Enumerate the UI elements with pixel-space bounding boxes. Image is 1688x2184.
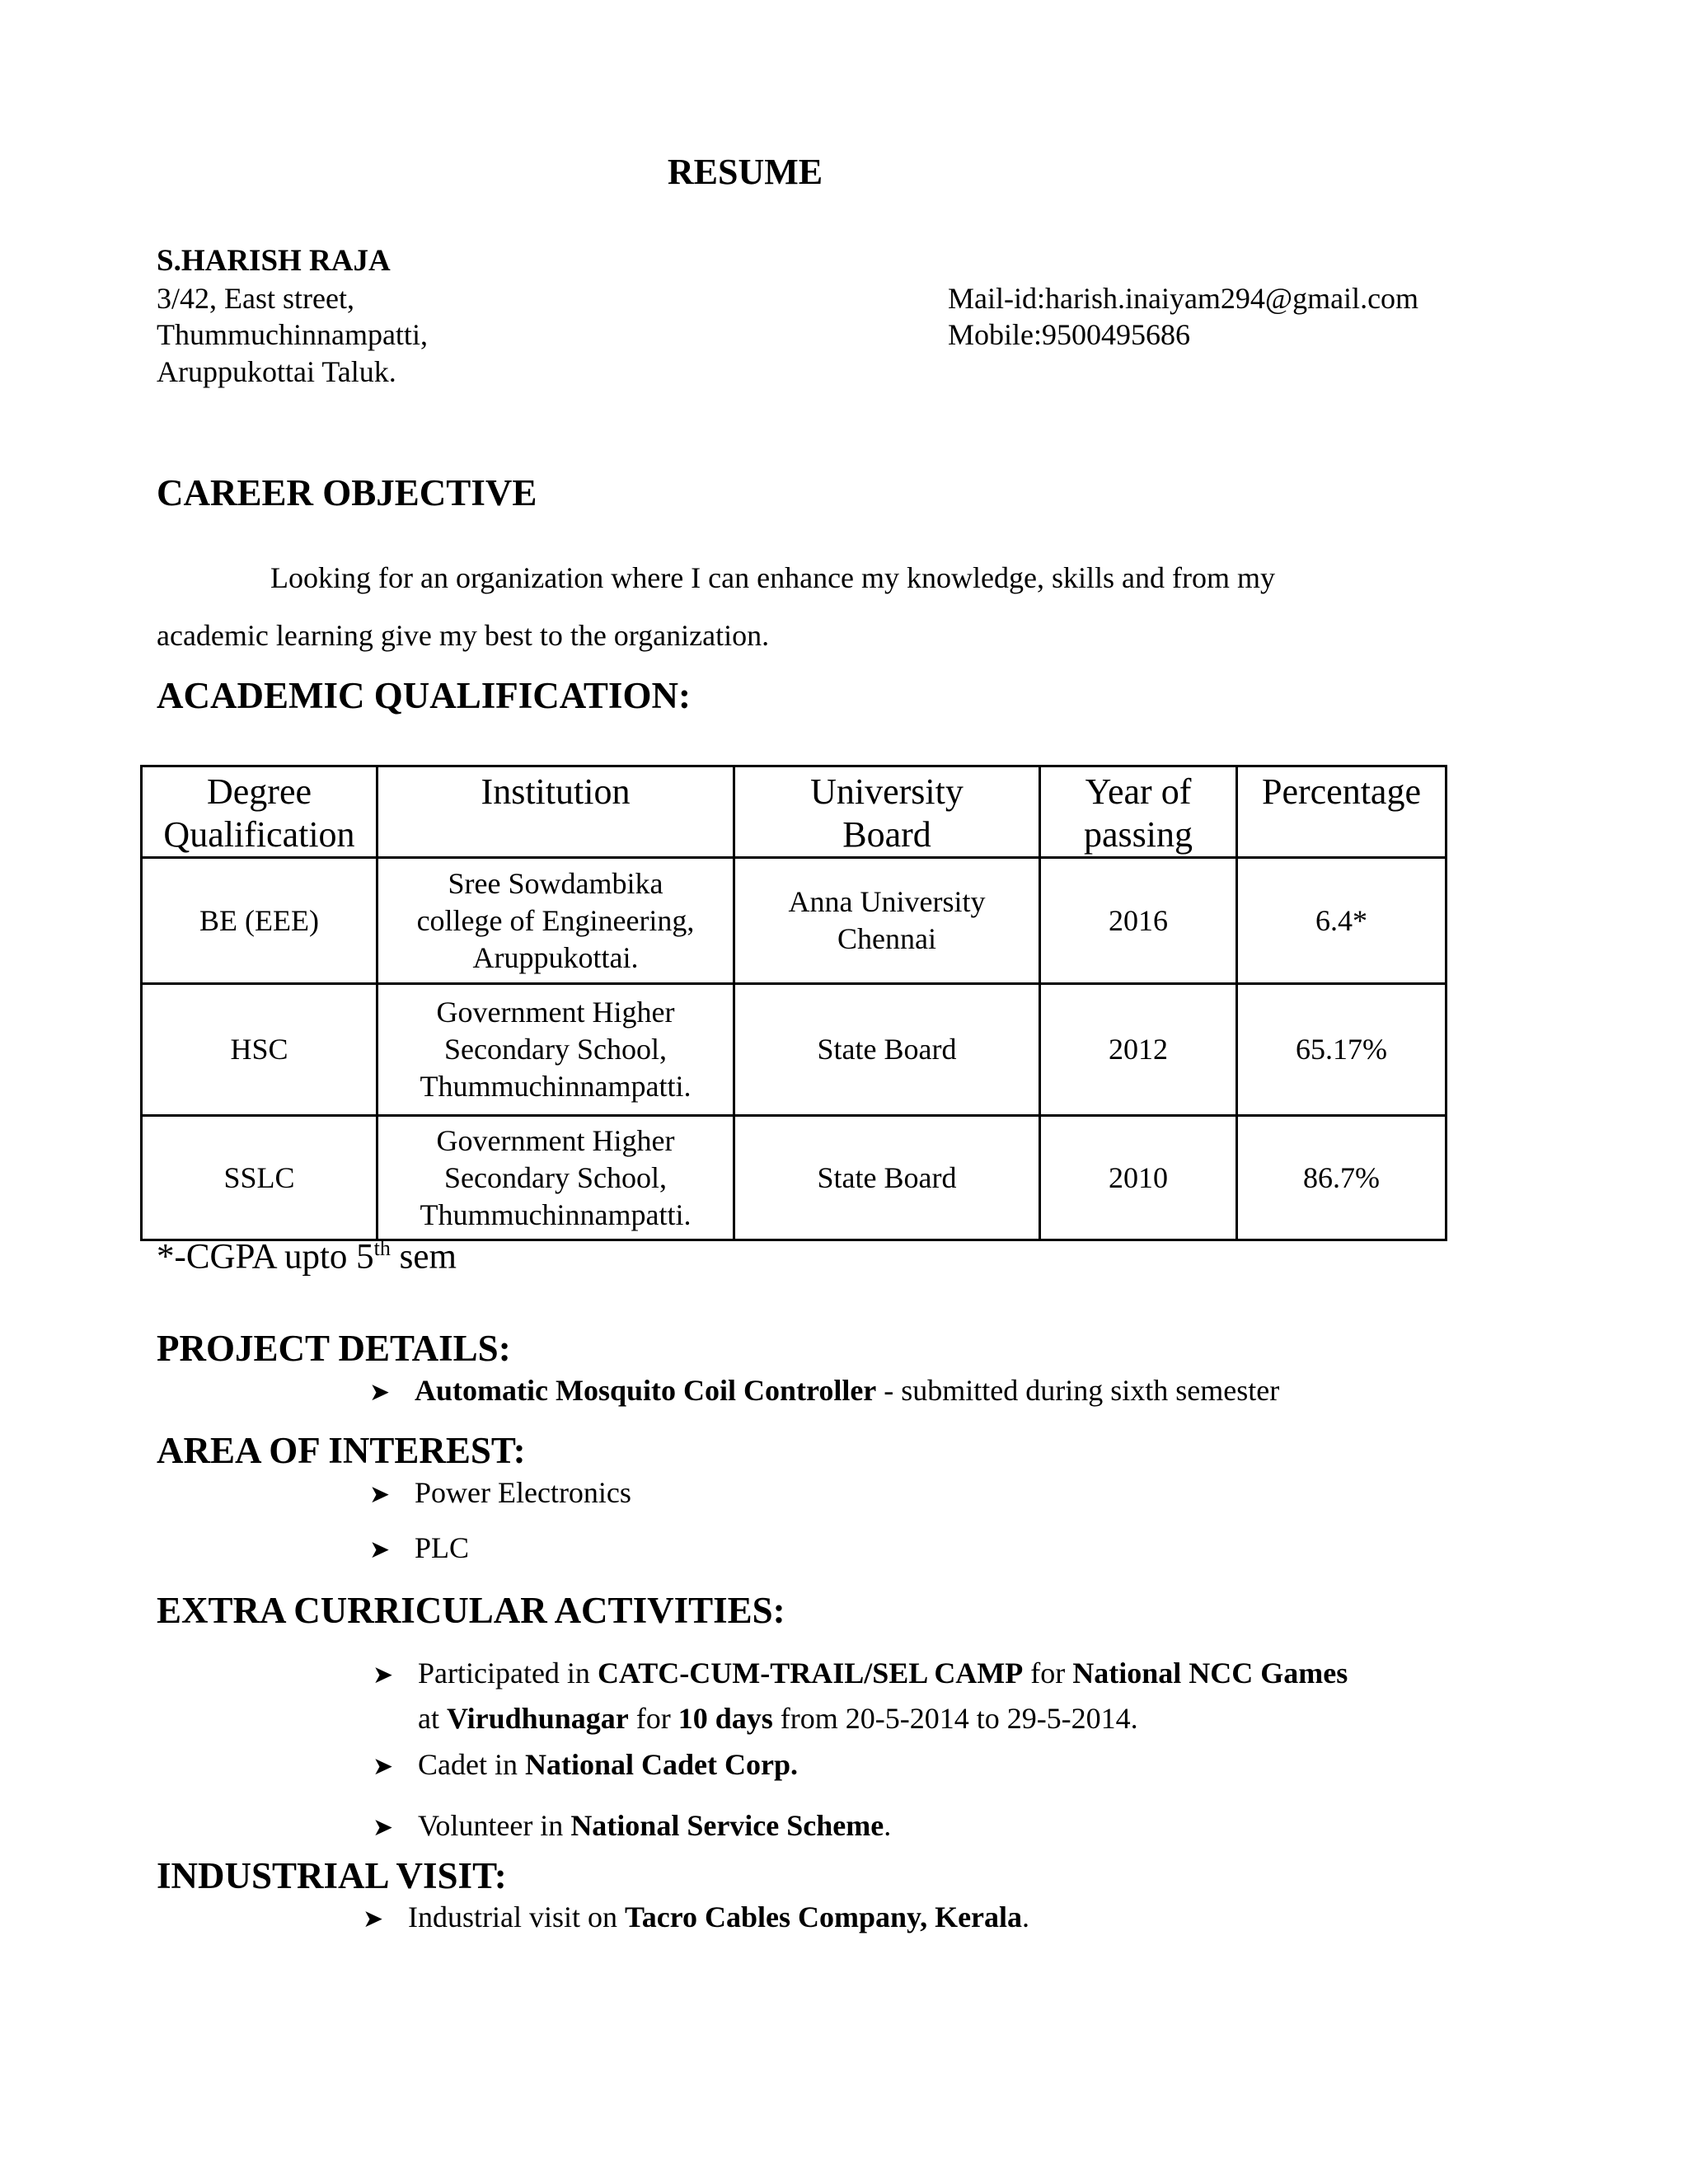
list-item: ➤ Automatic Mosquito Coil Controller - submitted during sixth semester (369, 1374, 1280, 1407)
cell-percentage: 65.17% (1237, 984, 1447, 1116)
table-row (142, 858, 1447, 984)
cell-institution: Government Higher Secondary School, Thummuchinnampatti. (377, 984, 734, 1116)
address-line-1: 3/42, East street, (157, 282, 354, 315)
cell-year: 2012 (1040, 984, 1237, 1116)
list-item: ➤ PLC (369, 1531, 470, 1564)
table-header-row (142, 766, 1447, 858)
cell-board: State Board (734, 1116, 1040, 1240)
cell-board: State Board (734, 984, 1040, 1116)
arrow-bullet-icon: ➤ (373, 1661, 394, 1690)
table-row (142, 984, 1447, 1116)
list-item: ➤ Volunteer in National Service Scheme. (373, 1809, 892, 1842)
list-item: ➤ Power Electronics (369, 1476, 631, 1509)
list-item: ➤ Participated in CATC-CUM-TRAIL/SEL CAMP for National NCC Games (373, 1657, 1348, 1690)
cgpa-footnote: *-CGPA upto 5th sem (157, 1236, 457, 1277)
cell-year: 2010 (1040, 1116, 1237, 1240)
list-item-continuation: at Virudhunagar for 10 days from 20-5-2014 to 29-5-2014. (418, 1702, 1138, 1735)
project-heading: PROJECT DETAILS: (157, 1328, 511, 1369)
column-header-year: Year of passing (1040, 766, 1237, 858)
list-item: ➤ Cadet in National Cadet Corp. (373, 1748, 798, 1781)
interest-heading: AREA OF INTEREST: (157, 1430, 526, 1471)
cell-year: 2016 (1040, 858, 1237, 984)
email-line: Mail-id:harish.inaiyam294@gmail.com (948, 282, 1419, 315)
column-header-institution: Institution (377, 766, 734, 858)
page-title: RESUME (667, 152, 823, 192)
cell-degree: HSC (142, 984, 377, 1116)
career-objective-line-1: Looking for an organization where I can enhance my knowledge, skills and from my (270, 561, 1275, 594)
cell-degree: SSLC (142, 1116, 377, 1240)
list-item: ➤ Industrial visit on Tacro Cables Company, Kerala. (363, 1900, 1030, 1933)
arrow-bullet-icon: ➤ (363, 1905, 384, 1933)
career-objective-line-2: academic learning give my best to the organization. (157, 619, 770, 652)
arrow-bullet-icon: ➤ (369, 1378, 391, 1407)
column-header-percentage: Percentage (1237, 766, 1447, 858)
address-line-2: Thummuchinnampatti, (157, 318, 428, 351)
arrow-bullet-icon: ➤ (373, 1813, 394, 1842)
cell-institution: Government Higher Secondary School, Thummuchinnampatti. (377, 1116, 734, 1240)
column-header-board: University Board (734, 766, 1040, 858)
cell-institution: Sree Sowdambika college of Engineering, Aruppukottai. (377, 858, 734, 984)
cell-percentage: 6.4* (1237, 858, 1447, 984)
cell-board: Anna University Chennai (734, 858, 1040, 984)
extra-curricular-heading: EXTRA CURRICULAR ACTIVITIES: (157, 1590, 785, 1631)
arrow-bullet-icon: ➤ (369, 1535, 391, 1564)
candidate-name: S.HARISH RAJA (157, 244, 391, 278)
academic-heading: ACADEMIC QUALIFICATION: (157, 675, 691, 716)
table-row (142, 1116, 1447, 1240)
arrow-bullet-icon: ➤ (373, 1752, 394, 1781)
academic-table (140, 765, 1447, 1241)
arrow-bullet-icon: ➤ (369, 1480, 391, 1509)
address-line-3: Aruppukottai Taluk. (157, 355, 396, 388)
cell-degree: BE (EEE) (142, 858, 377, 984)
cell-percentage: 86.7% (1237, 1116, 1447, 1240)
column-header-degree: Degree Qualification (142, 766, 377, 858)
career-objective-heading: CAREER OBJECTIVE (157, 472, 537, 513)
mobile-line: Mobile:9500495686 (948, 318, 1190, 351)
industrial-visit-heading: INDUSTRIAL VISIT: (157, 1855, 507, 1896)
